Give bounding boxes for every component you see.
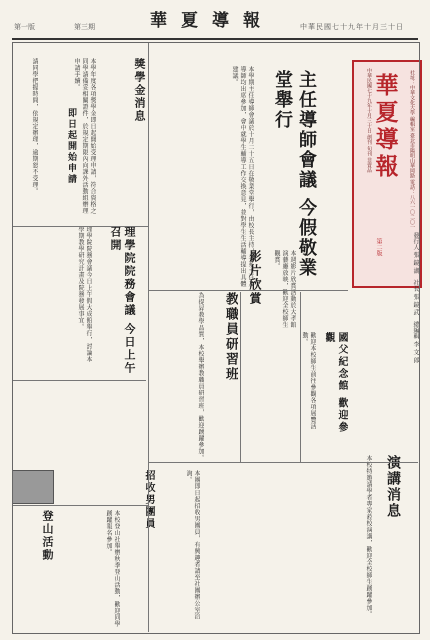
main-body: 本學期主任導師會議於十月二十五日在敬業堂舉行，由校長主持，各系主任及導師均出席參加，會中就學生輔導工作交換意見，並對學生生活輔導提出具體建議。 (231, 66, 254, 287)
nameplate-info: 中華民國七十九年十月三十日 創刊 旬刊 非賣品 (366, 68, 372, 173)
event-headline: 國父紀念館 歡迎參觀 (323, 332, 347, 434)
lecture-headline: 演講消息 (385, 455, 401, 519)
main-headline: 主任導師會議 今假敬業堂舉行 (272, 70, 317, 279)
masthead-section: 第一版 (14, 23, 35, 31)
lecture-body: 本校特邀請學者專家蒞校演講，歡迎全校師生踴躍參加。 (365, 455, 372, 618)
masthead-date: 中華民國七十九年十月三十日 (300, 23, 404, 31)
masthead-title: 華夏導報 (150, 11, 274, 31)
mountain-headline: 登山活動 (41, 510, 54, 562)
masthead (0, 0, 430, 40)
council-body: 理學院院務會議今日上午假大成館舉行，討論本學期教學研究計畫及院務發展事宜。 (77, 226, 92, 363)
mountain-body: 本校登山社舉辦秋季登山活動，歡迎同學踴躍報名參加。 (105, 510, 120, 627)
scholarship-body: 本學年度各項獎學金即日起開始受理申請，符合資格之同學請備妥相關證件，於規定期限內向課外活動組辦理申請手續。 (73, 58, 96, 214)
apply-headline: 即日起開始申請 (66, 108, 76, 185)
films-headline: 影片欣賞 (248, 250, 262, 306)
event-body: 歡迎本校師生前往參觀各項展覽活動。 (301, 332, 316, 430)
nameplate-tagline: 第二版 (375, 238, 382, 256)
masthead-rule (12, 38, 418, 40)
films-body: 本週影片欣賞活動於大孝館演藝廳放映，歡迎全校師生觀賞。 (273, 250, 296, 328)
council-headline: 理學院院務會議 今日上午召開 (109, 226, 136, 375)
scholarship-headline: 獎學金消息 (133, 58, 146, 123)
nameplate-name: 華夏導報 (375, 72, 399, 180)
recruit-body: 本團即日起招收男團員，有興趣者請至社團辦公室洽詢。 (185, 470, 200, 620)
apply-body: 請同學把握時間，依規定辦理，逾期恕不受理。 (31, 58, 38, 195)
page-border (12, 42, 420, 634)
seminar-body: 為提昇教學品質，本校舉辦教職員研習班，歡迎踴躍參加。 (197, 292, 204, 461)
recruit-headline: 招收男團員 (143, 470, 154, 530)
seminar-headline: 教職員研習班 (223, 292, 238, 382)
masthead-issue: 第三期 (74, 23, 95, 31)
nameplate-publisher: 社址：中華文化大學 編輯室 臺北市陽明山華岡路 電話：八六一〇二〇一 (409, 70, 415, 230)
staff-box: 發行人 張 鏡 湖 社長 張 鏡 武 總編輯 李 文 郎 (412, 232, 419, 364)
